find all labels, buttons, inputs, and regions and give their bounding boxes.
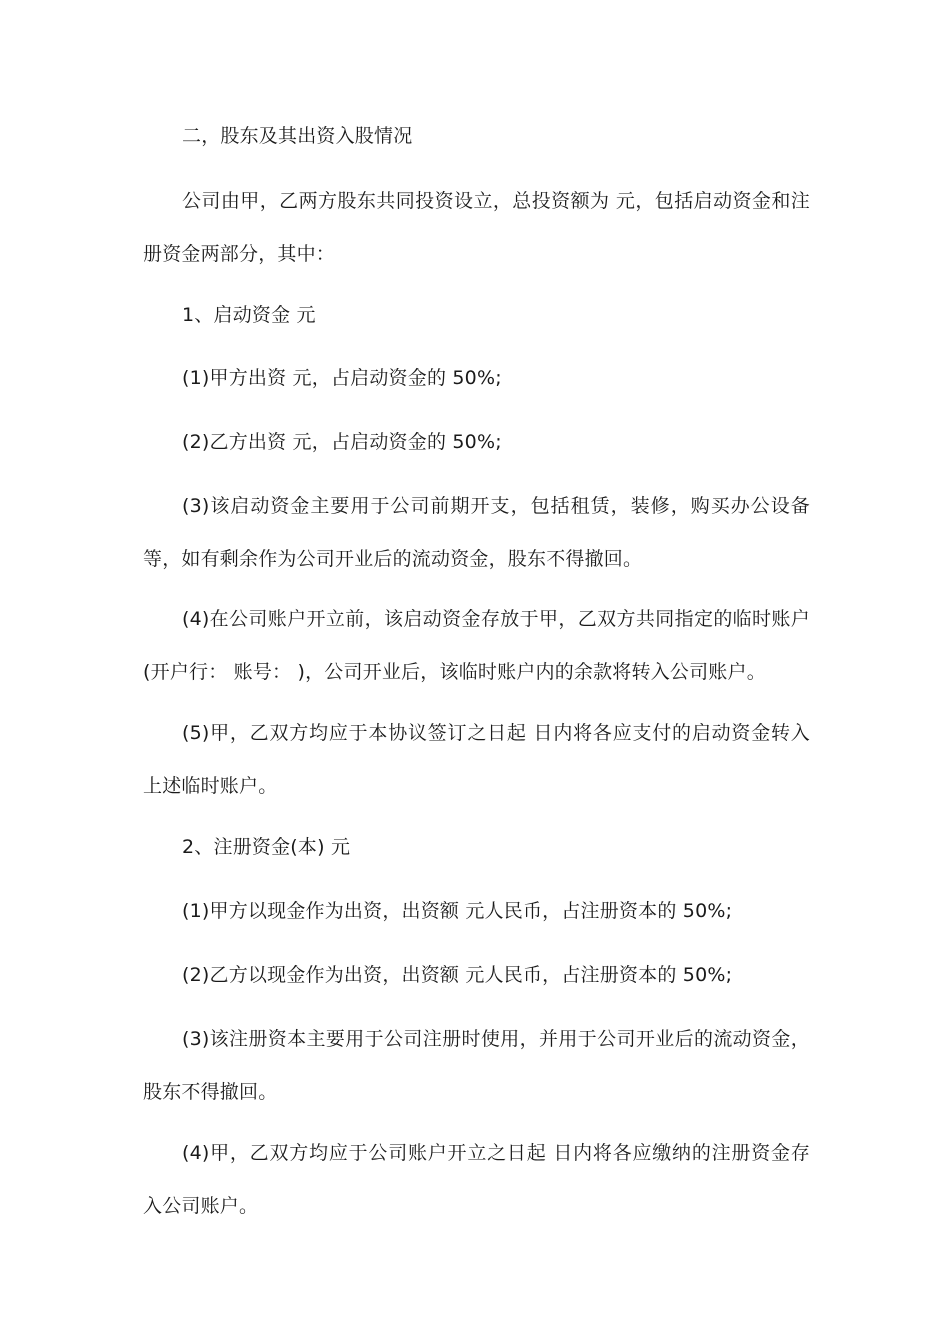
registered-capital-item: (2)乙方以现金作为出资，出资额 元人民币，占注册资本的 50%; [182, 964, 733, 986]
registered-capital-item: (3)该注册资本主要用于公司注册时使用，并用于公司开业后的流动资金，股东不得撤回。 [143, 1028, 810, 1103]
registered-capital-item: (4)甲，乙双方均应于公司账户开立之日起 日内将各应缴纳的注册资金存入公司账户。 [143, 1142, 810, 1217]
registered-capital-item: (1)甲方以现金作为出资，出资额 元人民币，占注册资本的 50%; [182, 900, 733, 922]
startup-fund-item: (5)甲，乙双方均应于本协议签订之日起 日内将各应支付的启动资金转入上述临时账户。 [143, 722, 810, 797]
startup-fund-title: 1、启动资金 元 [182, 304, 316, 326]
startup-fund-item: (1)甲方出资 元，占启动资金的 50%; [182, 367, 502, 389]
section-heading: 二，股东及其出资入股情况 [182, 125, 413, 147]
startup-fund-item: (2)乙方出资 元，占启动资金的 50%; [182, 431, 502, 453]
startup-fund-item: (4)在公司账户开立前，该启动资金存放于甲，乙双方共同指定的临时账户(开户行： 账号： )，公司开业后，该临时账户内的余款将转入公司账户。 [143, 608, 810, 683]
intro-paragraph: 公司由甲，乙两方股东共同投资设立，总投资额为 元，包括启动资金和注册资金两部分，其中： [143, 190, 810, 265]
registered-capital-title: 2、注册资金(本) 元 [182, 836, 351, 858]
startup-fund-item: (3)该启动资金主要用于公司前期开支，包括租赁，装修，购买办公设备等，如有剩余作为公司开业后的流动资金，股东不得撤回。 [143, 495, 810, 570]
